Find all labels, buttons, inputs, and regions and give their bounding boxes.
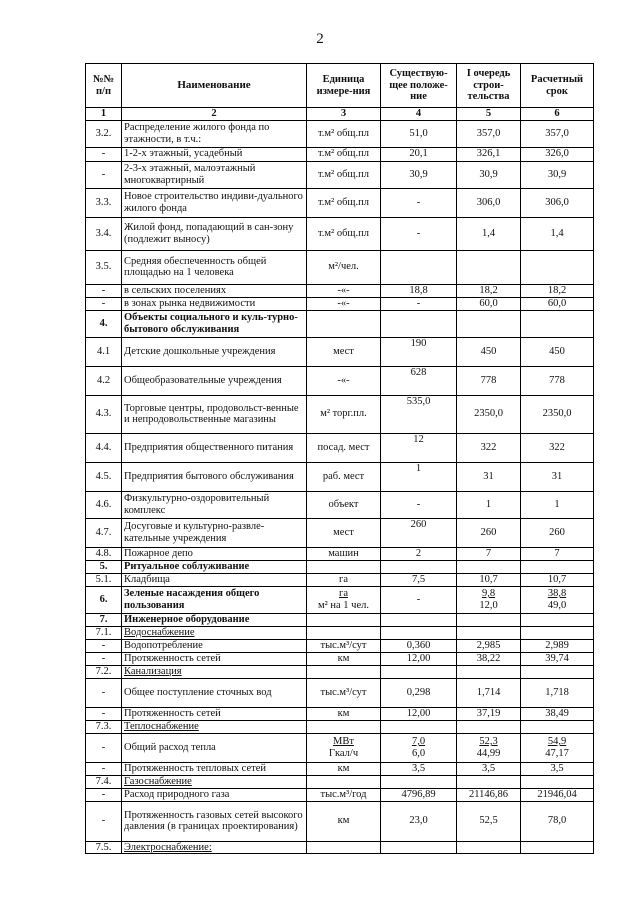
row-result-top: 38,8: [547, 588, 567, 599]
table-row: [86, 337, 594, 366]
table-row: [86, 310, 594, 337]
row-current: 18,8: [381, 284, 457, 297]
row-queue1: 1,4: [457, 217, 521, 250]
row-number: 3.4.: [86, 217, 122, 250]
row-unit: [307, 720, 381, 733]
row-name: Жилой фонд, попадающий в сан-зону (подлежит выносу): [122, 217, 307, 250]
table-row: [86, 788, 594, 801]
row-number: -: [86, 284, 122, 297]
row-result: [521, 250, 594, 284]
row-unit: мест: [307, 518, 381, 547]
row-name: 2-3-х этажный, малоэтажный многоквартирный: [122, 161, 307, 188]
table-row: [86, 707, 594, 720]
row-queue1-top: 52,3: [479, 736, 498, 747]
row-number: 4.: [86, 310, 122, 337]
row-number: 4.5.: [86, 462, 122, 491]
row-name: в зонах рынка недвижимости: [122, 297, 307, 310]
row-current: [381, 626, 457, 639]
row-number: 7.1.: [86, 626, 122, 639]
row-current: 7,5: [381, 573, 457, 586]
row-result: 306,0: [521, 188, 594, 217]
row-queue1: 2,985: [457, 639, 521, 652]
row-name: Кладбища: [122, 573, 307, 586]
row-result: 326,0: [521, 147, 594, 161]
row-current: 260: [381, 518, 457, 547]
row-current: -: [381, 297, 457, 310]
row-number: -: [86, 762, 122, 775]
row-current: 535,0: [381, 395, 457, 433]
row-result: 357,0: [521, 120, 594, 147]
row-queue1: 60,0: [457, 297, 521, 310]
row-result: [521, 626, 594, 639]
table-row: [86, 491, 594, 518]
row-queue1: 30,9: [457, 161, 521, 188]
header-num: №№ п/п: [86, 64, 122, 108]
row-result: 38,49: [521, 707, 594, 720]
row-number: 4.2: [86, 366, 122, 395]
row-number: 7.3.: [86, 720, 122, 733]
row-result: 2,989: [521, 639, 594, 652]
row-queue1: 2350,0: [457, 395, 521, 433]
row-name: Теплоснабжение: [122, 720, 307, 733]
table-row: [86, 841, 594, 854]
table-row: [86, 665, 594, 678]
row-number: -: [86, 788, 122, 801]
row-result-bottom: 47,17: [545, 747, 569, 759]
row-queue1: 306,0: [457, 188, 521, 217]
row-queue1: [457, 586, 521, 613]
row-number: 7.2.: [86, 665, 122, 678]
row-current: 2: [381, 547, 457, 560]
row-name: Газоснабжение: [122, 775, 307, 788]
row-result: 322: [521, 433, 594, 462]
data-table: [85, 63, 594, 854]
row-current: 4796,89: [381, 788, 457, 801]
row-number: 4.4.: [86, 433, 122, 462]
row-name: Водопотребление: [122, 639, 307, 652]
row-result: 450: [521, 337, 594, 366]
row-name: в сельских поселениях: [122, 284, 307, 297]
row-result-top: 54,9: [547, 736, 567, 747]
row-current: 51,0: [381, 120, 457, 147]
row-queue1: 37,19: [457, 707, 521, 720]
row-queue1: [457, 733, 521, 762]
row-number: 3.2.: [86, 120, 122, 147]
row-result: 10,7: [521, 573, 594, 586]
row-name: Распределение жилого фонда по этажности, в т.ч.:: [122, 120, 307, 147]
row-name: Предприятия бытового обслуживания: [122, 462, 307, 491]
table-row: [86, 433, 594, 462]
row-current-top: 7,0: [411, 736, 426, 747]
row-name: Торговые центры, продовольст-венные и непродовольственные магазины: [122, 395, 307, 433]
row-queue1: 778: [457, 366, 521, 395]
table-row: [86, 518, 594, 547]
row-result: 21946,04: [521, 788, 594, 801]
row-unit: га: [307, 573, 381, 586]
row-unit: км: [307, 707, 381, 720]
row-current: 12,00: [381, 652, 457, 665]
row-number: 6.: [86, 586, 122, 613]
row-number: 4.8.: [86, 547, 122, 560]
page-number: 2: [316, 31, 324, 47]
col-number: 6: [521, 108, 594, 121]
row-queue1: 326,1: [457, 147, 521, 161]
table-row: [86, 775, 594, 788]
row-unit: [307, 775, 381, 788]
row-name: Расход природного газа: [122, 788, 307, 801]
header-queue1: I очередь строи-тельства: [457, 64, 521, 108]
row-number: -: [86, 678, 122, 707]
row-current-bottom: 6,0: [411, 747, 426, 759]
table-row: [86, 626, 594, 639]
row-current: -: [381, 586, 457, 613]
row-result-bottom: 49,0: [547, 599, 567, 611]
table-row: [86, 217, 594, 250]
row-number: 5.: [86, 560, 122, 573]
row-queue1: 7: [457, 547, 521, 560]
row-name: Предприятия общественного питания: [122, 433, 307, 462]
row-unit-top: МВт: [333, 736, 354, 747]
row-queue1: 1,714: [457, 678, 521, 707]
row-queue1: 10,7: [457, 573, 521, 586]
row-queue1: 322: [457, 433, 521, 462]
row-queue1: 52,5: [457, 801, 521, 841]
row-result: 2350,0: [521, 395, 594, 433]
row-unit: объект: [307, 491, 381, 518]
row-name: Досуговые и культурно-развле-кательные учреждения: [122, 518, 307, 547]
row-current: [381, 250, 457, 284]
row-current: -: [381, 217, 457, 250]
row-result: 18,2: [521, 284, 594, 297]
row-unit: посад. мест: [307, 433, 381, 462]
row-unit: тыс.м³/сут: [307, 639, 381, 652]
row-queue1: 450: [457, 337, 521, 366]
row-queue1: [457, 310, 521, 337]
row-queue1: 357,0: [457, 120, 521, 147]
row-number: 4.7.: [86, 518, 122, 547]
row-result: 1,718: [521, 678, 594, 707]
row-name: Физкультурно-оздоровительный комплекс: [122, 491, 307, 518]
row-number: 7.5.: [86, 841, 122, 854]
row-result: [521, 613, 594, 626]
row-name: Протяженность газовых сетей высокого давления (в границах проектирования): [122, 801, 307, 841]
row-number: -: [86, 652, 122, 665]
row-unit: т.м² общ.пл: [307, 188, 381, 217]
row-name: Общий расход тепла: [122, 733, 307, 762]
row-current: [381, 665, 457, 678]
row-current: -: [381, 491, 457, 518]
row-number: -: [86, 147, 122, 161]
row-result: [521, 560, 594, 573]
row-unit: тыс.м³/год: [307, 788, 381, 801]
row-unit: м²/чел.: [307, 250, 381, 284]
table-row: [86, 762, 594, 775]
table-row: [86, 250, 594, 284]
row-current: -: [381, 188, 457, 217]
row-queue1-top: 9,8: [481, 588, 496, 599]
row-name: Новое строительство индиви-дуального жилого фонда: [122, 188, 307, 217]
row-result: [521, 586, 594, 613]
table-row: [86, 395, 594, 433]
row-name: Водоснабжение: [122, 626, 307, 639]
table-row: [86, 161, 594, 188]
col-number: 3: [307, 108, 381, 121]
row-unit-top: га: [339, 588, 348, 599]
row-result: 778: [521, 366, 594, 395]
row-unit: тыс.м³/сут: [307, 678, 381, 707]
row-current: 1: [381, 462, 457, 491]
row-queue1: [457, 775, 521, 788]
row-queue1-bottom: 12,0: [479, 599, 498, 611]
table-row: [86, 188, 594, 217]
row-queue1: [457, 841, 521, 854]
row-number: -: [86, 297, 122, 310]
row-unit: -«-: [307, 284, 381, 297]
row-name: Пожарное депо: [122, 547, 307, 560]
row-name: Средняя обеспеченность общей площадью на 1 человека: [122, 250, 307, 284]
header-current: Существую-щее положе-ние: [381, 64, 457, 108]
row-unit: [307, 560, 381, 573]
row-current: 30,9: [381, 161, 457, 188]
table-row: [86, 720, 594, 733]
row-current: 20,1: [381, 147, 457, 161]
row-current: 0,360: [381, 639, 457, 652]
row-number: -: [86, 733, 122, 762]
row-name: Инженерное оборудование: [122, 613, 307, 626]
row-result: [521, 841, 594, 854]
row-current: [381, 733, 457, 762]
row-current: [381, 841, 457, 854]
row-queue1: [457, 613, 521, 626]
table-row: [86, 652, 594, 665]
row-current: 12,00: [381, 707, 457, 720]
row-result: 7: [521, 547, 594, 560]
row-result: 60,0: [521, 297, 594, 310]
row-result: [521, 775, 594, 788]
row-name: 1-2-х этажный, усадебный: [122, 147, 307, 161]
col-number: 1: [86, 108, 122, 121]
table-row: [86, 801, 594, 841]
row-name: Канализация: [122, 665, 307, 678]
row-name: Протяженность тепловых сетей: [122, 762, 307, 775]
row-name: Детские дошкольные учреждения: [122, 337, 307, 366]
row-number: 3.5.: [86, 250, 122, 284]
row-name: Зеленые насаждения общего пользования: [122, 586, 307, 613]
row-name: Электроснабжение:: [122, 841, 307, 854]
row-name: Протяженность сетей: [122, 652, 307, 665]
header-name: Наименование: [122, 64, 307, 108]
row-unit: [307, 733, 381, 762]
row-number: -: [86, 639, 122, 652]
row-unit: [307, 586, 381, 613]
table-row: [86, 547, 594, 560]
row-result: 30,9: [521, 161, 594, 188]
row-queue1: 21146,86: [457, 788, 521, 801]
row-queue1: 38,22: [457, 652, 521, 665]
row-unit: раб. мест: [307, 462, 381, 491]
row-unit: [307, 310, 381, 337]
row-queue1: 3,5: [457, 762, 521, 775]
row-result: [521, 720, 594, 733]
row-unit-bottom: м² на 1 чел.: [317, 599, 369, 611]
table-row: [86, 733, 594, 762]
row-unit: т.м² общ.пл: [307, 217, 381, 250]
table-row: [86, 639, 594, 652]
row-result: 31: [521, 462, 594, 491]
table-row: [86, 560, 594, 573]
row-unit: машин: [307, 547, 381, 560]
row-queue1: 31: [457, 462, 521, 491]
table-row: [86, 297, 594, 310]
table-row: [86, 284, 594, 297]
row-number: -: [86, 801, 122, 841]
row-current: [381, 775, 457, 788]
table-row: [86, 586, 594, 613]
row-unit: [307, 841, 381, 854]
row-result: [521, 665, 594, 678]
row-current: [381, 560, 457, 573]
row-number: -: [86, 161, 122, 188]
row-queue1: [457, 720, 521, 733]
row-queue1: [457, 560, 521, 573]
table-row: [86, 678, 594, 707]
table-row: [86, 613, 594, 626]
row-name: Объекты социального и куль-турно-бытового обслуживания: [122, 310, 307, 337]
row-result: 1: [521, 491, 594, 518]
row-name: Общеобразовательные учреждения: [122, 366, 307, 395]
row-unit: -«-: [307, 297, 381, 310]
row-current: 0,298: [381, 678, 457, 707]
row-queue1: 18,2: [457, 284, 521, 297]
row-unit: км: [307, 762, 381, 775]
row-current: 190: [381, 337, 457, 366]
row-number: 4.6.: [86, 491, 122, 518]
row-result: 78,0: [521, 801, 594, 841]
row-unit: мест: [307, 337, 381, 366]
table-header-row: [86, 64, 594, 108]
row-unit: м² торг.пл.: [307, 395, 381, 433]
row-queue1-bottom: 44,99: [476, 747, 501, 759]
row-current: [381, 613, 457, 626]
row-current: [381, 720, 457, 733]
row-current: 12: [381, 433, 457, 462]
table-row: [86, 147, 594, 161]
table-row: [86, 462, 594, 491]
row-unit: т.м² общ.пл: [307, 120, 381, 147]
column-numbers-row: [86, 108, 594, 121]
row-unit: т.м² общ.пл: [307, 161, 381, 188]
row-name: Протяженность сетей: [122, 707, 307, 720]
row-number: 7.: [86, 613, 122, 626]
row-unit: т.м² общ.пл: [307, 147, 381, 161]
header-unit: Единица измере-ния: [307, 64, 381, 108]
row-current: 628: [381, 366, 457, 395]
row-number: 4.3.: [86, 395, 122, 433]
row-name: Ритуальное соблуживание: [122, 560, 307, 573]
row-unit: [307, 626, 381, 639]
col-number: 2: [122, 108, 307, 121]
row-current: [381, 310, 457, 337]
table-row: [86, 366, 594, 395]
row-queue1: [457, 250, 521, 284]
row-queue1: [457, 626, 521, 639]
row-number: 7.4.: [86, 775, 122, 788]
row-result: 1,4: [521, 217, 594, 250]
row-unit-bottom: Гкал/ч: [328, 747, 359, 759]
row-queue1: [457, 665, 521, 678]
col-number: 5: [457, 108, 521, 121]
row-result: [521, 733, 594, 762]
row-current: 23,0: [381, 801, 457, 841]
row-unit: [307, 613, 381, 626]
row-current: 3,5: [381, 762, 457, 775]
header-result: Расчетный срок: [521, 64, 594, 108]
row-queue1: 1: [457, 491, 521, 518]
row-result: 260: [521, 518, 594, 547]
col-number: 4: [381, 108, 457, 121]
table-row: [86, 573, 594, 586]
row-number: 4.1: [86, 337, 122, 366]
row-unit: км: [307, 801, 381, 841]
row-unit: -«-: [307, 366, 381, 395]
table-row: [86, 120, 594, 147]
row-number: -: [86, 707, 122, 720]
row-queue1: 260: [457, 518, 521, 547]
row-unit: км: [307, 652, 381, 665]
row-unit: [307, 665, 381, 678]
row-result: 39,74: [521, 652, 594, 665]
row-result: 3,5: [521, 762, 594, 775]
row-number: 3.3.: [86, 188, 122, 217]
row-number: 5.1.: [86, 573, 122, 586]
row-result: [521, 310, 594, 337]
row-name: Общее поступление сточных вод: [122, 678, 307, 707]
